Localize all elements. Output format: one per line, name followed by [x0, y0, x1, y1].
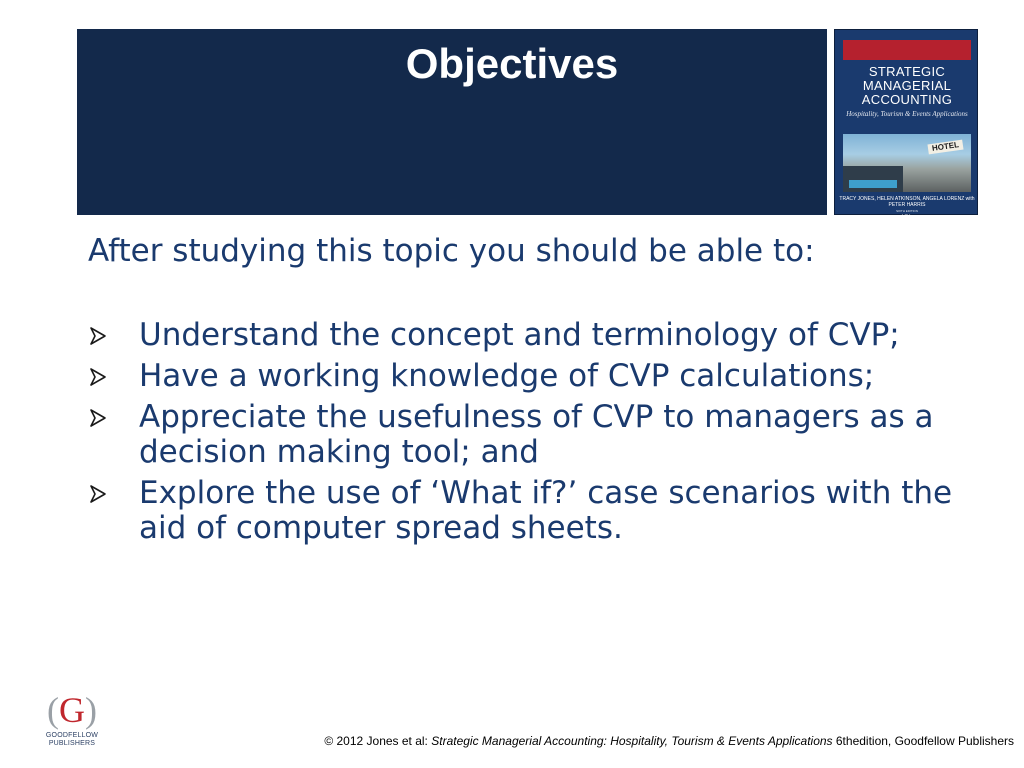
footer-book-title: Strategic Managerial Accounting: Hospitality, Tourism & Events Applications — [431, 734, 833, 748]
arrow-bullet-icon — [88, 367, 108, 387]
goodfellow-logo-mark: (G) — [47, 690, 97, 730]
list-item-text: Understand the concept and terminology of CVP; — [139, 317, 900, 353]
book-cover-building — [843, 166, 903, 192]
book-cover-banner — [843, 40, 971, 60]
goodfellow-logo — [42, 688, 102, 748]
book-cover-title: STRATEGIC MANAGERIAL ACCOUNTING — [861, 64, 953, 107]
intro-text: After studying this topic you should be able to: — [88, 233, 815, 269]
list-item — [88, 476, 988, 546]
goodfellow-logo-name: GOODFELLOW PUBLISHERS — [45, 732, 99, 747]
book-cover — [834, 29, 978, 222]
book-cover-photo — [843, 134, 971, 192]
list-item-text: Appreciate the usefulness of CVP to managers as a decision making tool; and — [139, 399, 934, 470]
list-item-text: Have a working knowledge of CVP calculations; — [139, 358, 875, 394]
list-item — [88, 400, 988, 470]
book-cover-hotel-sign: HOTEL — [927, 140, 963, 155]
book-cover-subtitle: Hospitality, Tourism & Events Applications — [846, 110, 968, 118]
list-item-text: Explore the use of ‘What if?’ case scenarios with the aid of computer spread sheets. — [139, 475, 953, 546]
arrow-bullet-icon — [88, 326, 108, 346]
footer-citation — [114, 733, 1014, 749]
list-item — [88, 359, 988, 394]
list-item — [88, 318, 988, 353]
objectives-list — [88, 318, 988, 552]
arrow-bullet-icon — [88, 484, 108, 504]
footer-prefix: © 2012 Jones et al: — [324, 734, 432, 748]
book-cover-authors: TRACY JONES, HELEN ATKINSON, ANGELA LORENZ with PETER HARRIS — [839, 196, 975, 208]
book-cover-logo: (G) — [900, 213, 912, 222]
book-cover-edition: SIXTH EDITION — [896, 209, 918, 213]
book-cover-pool — [849, 180, 897, 188]
slide-title: Objectives — [405, 40, 619, 87]
arrow-bullet-icon — [88, 408, 108, 428]
footer-suffix: 6thedition, Goodfellow Publishers — [832, 734, 1014, 748]
